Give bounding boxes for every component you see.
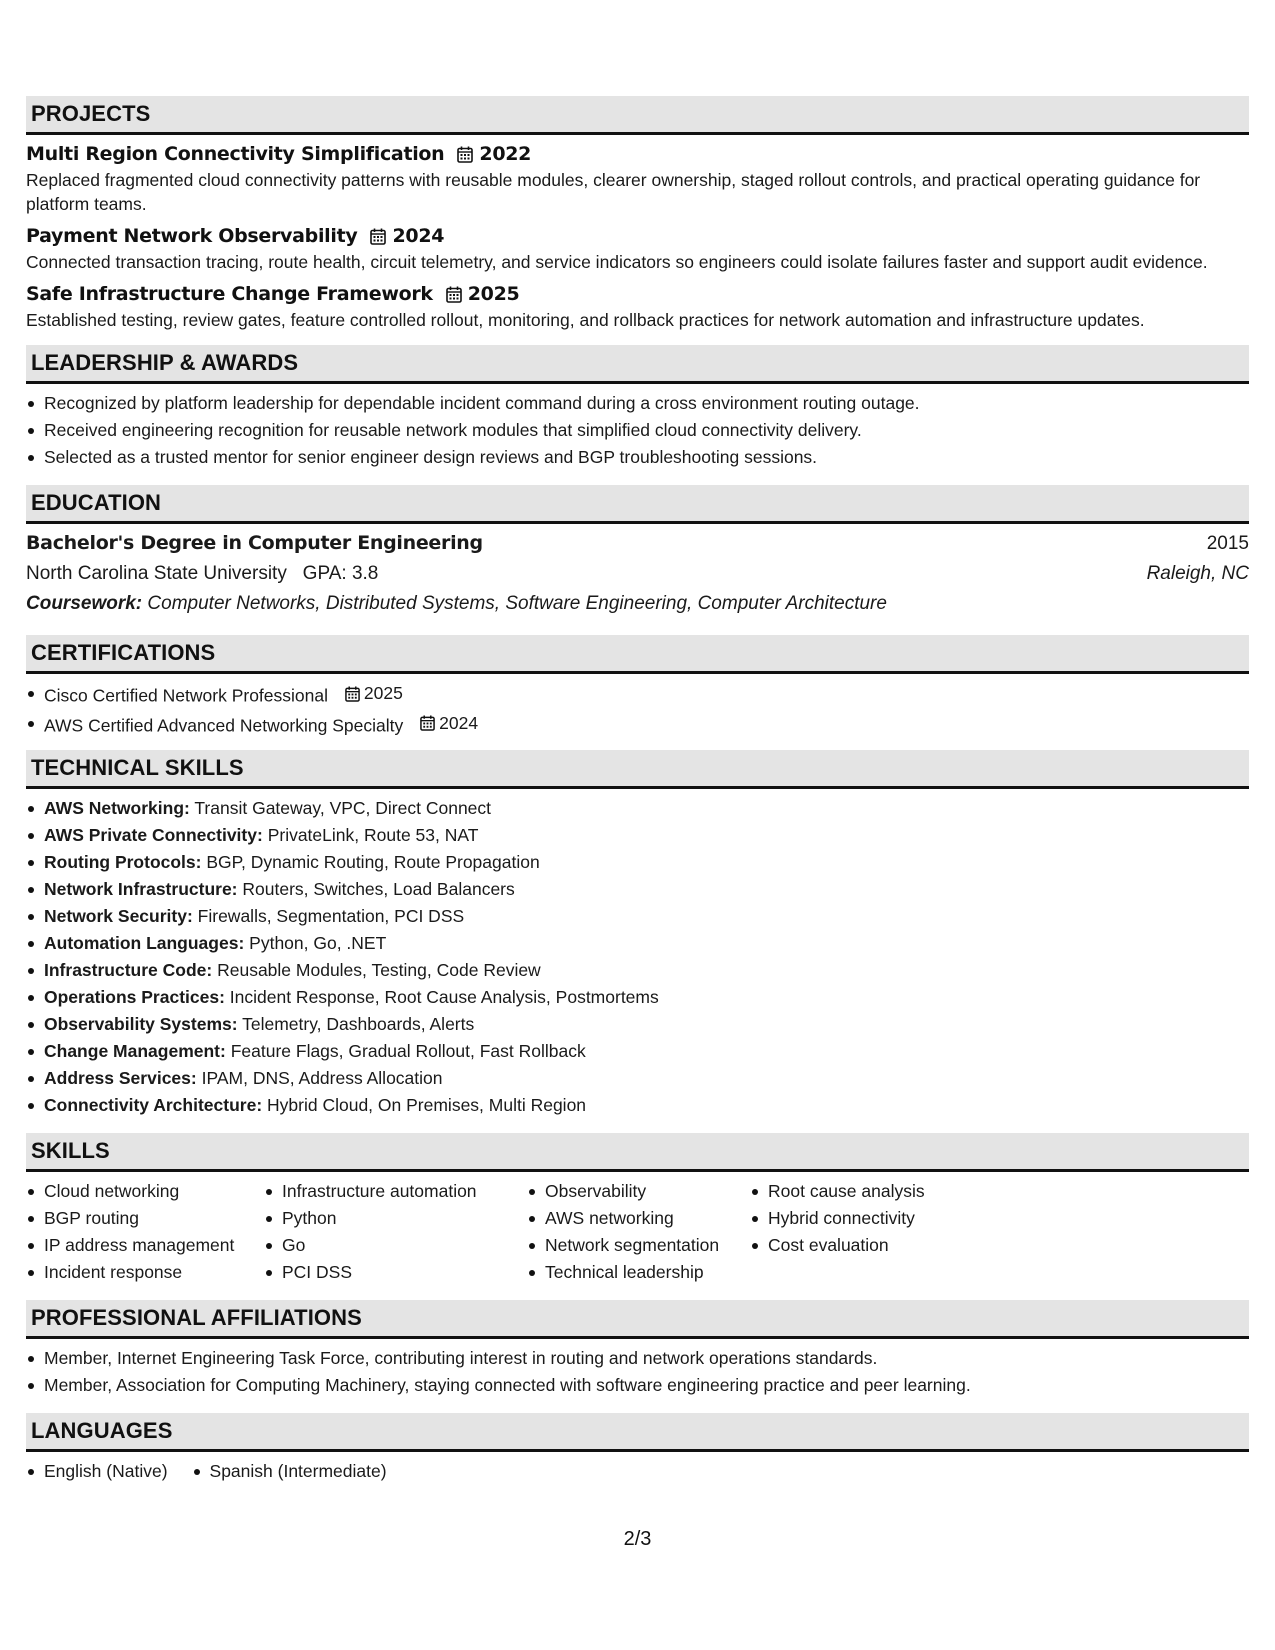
- skill-label: Network Infrastructure:: [44, 879, 238, 899]
- project-item: [26, 140, 1249, 216]
- skill-value: Routers, Switches, Load Balancers: [242, 879, 515, 899]
- coursework-list: Computer Networks, Distributed Systems, Software Engineering, Computer Architecture: [147, 593, 887, 614]
- skill-label: Infrastructure Code:: [44, 960, 213, 980]
- skill-item: [26, 1065, 1249, 1092]
- project-description: Replaced fragmented cloud connectivity patterns with reusable modules, clearer ownership, staged rollout controls, and practical operating guidance for platform teams.: [26, 170, 1201, 214]
- skill-item: [26, 876, 1249, 903]
- skills-section: [26, 1172, 1249, 1286]
- school-name: North Carolina State University: [26, 563, 287, 584]
- skill-value: BGP, Dynamic Routing, Route Propagation: [206, 852, 540, 872]
- coursework-label: Coursework:: [26, 593, 143, 614]
- certifications-section: [26, 674, 1249, 739]
- languages-heading: LANGUAGES: [26, 1413, 1249, 1452]
- project-item: [26, 280, 1249, 332]
- list-item: Member, Association for Computing Machinery, staying connected with software engineering practice and peer learning.: [26, 1372, 1249, 1399]
- project-title: Safe Infrastructure Change Framework: [26, 283, 433, 305]
- skill-label: Address Services:: [44, 1068, 197, 1088]
- list-item: Technical leadership: [527, 1259, 750, 1286]
- list-item: Incident response: [26, 1259, 264, 1286]
- skill-label: Network Security:: [44, 906, 193, 926]
- list-item: Selected as a trusted mentor for senior engineer design reviews and BGP troubleshooting sessions.: [26, 444, 1249, 471]
- calendar-icon: [420, 715, 435, 731]
- list-item: Recognized by platform leadership for dependable incident command during a cross environment routing outage.: [26, 390, 1249, 417]
- gpa: GPA: 3.8: [302, 563, 379, 584]
- certification-item: [26, 710, 1249, 740]
- list-item: Infrastructure automation: [264, 1178, 527, 1205]
- project-title: Multi Region Connectivity Simplification: [26, 143, 445, 165]
- calendar-icon: [446, 286, 462, 303]
- skill-item: [26, 1011, 1249, 1038]
- skill-value: Transit Gateway, VPC, Direct Connect: [194, 798, 492, 818]
- skill-value: Telemetry, Dashboards, Alerts: [242, 1014, 475, 1034]
- list-item: Network segmentation: [527, 1232, 750, 1259]
- certification-item: [26, 680, 1249, 710]
- skill-label: Observability Systems:: [44, 1014, 238, 1034]
- leadership-heading: LEADERSHIP & AWARDS: [26, 345, 1249, 384]
- skill-item: [26, 1092, 1249, 1119]
- list-item: Cost evaluation: [750, 1232, 1010, 1259]
- list-item: AWS networking: [527, 1205, 750, 1232]
- skill-value: Hybrid Cloud, On Premises, Multi Region: [267, 1095, 587, 1115]
- languages-section: [26, 1452, 1249, 1485]
- skills-heading: SKILLS: [26, 1133, 1249, 1172]
- list-item: Root cause analysis: [750, 1178, 1010, 1205]
- projects-heading: PROJECTS: [26, 96, 1249, 135]
- project-item: [26, 222, 1249, 274]
- project-description: Connected transaction tracing, route health, circuit telemetry, and service indicators so engineers could isolate failures faster and support audit evidence.: [26, 252, 1208, 272]
- skill-item: [26, 1038, 1249, 1065]
- calendar-icon: [457, 146, 473, 163]
- list-item: IP address management: [26, 1232, 264, 1259]
- skill-value: Python, Go, .NET: [249, 933, 387, 953]
- language-item: Spanish (Intermediate): [192, 1458, 387, 1485]
- list-item: BGP routing: [26, 1205, 264, 1232]
- project-year: 2025: [467, 283, 520, 305]
- list-item: Hybrid connectivity: [750, 1205, 1010, 1232]
- skill-value: PrivateLink, Route 53, NAT: [267, 825, 479, 845]
- certification-name: Cisco Certified Network Professional: [44, 685, 328, 706]
- skill-value: Firewalls, Segmentation, PCI DSS: [197, 906, 465, 926]
- list-item: Observability: [527, 1178, 750, 1205]
- degree-title: Bachelor's Degree in Computer Engineering: [26, 532, 483, 554]
- project-title: Payment Network Observability: [26, 225, 358, 247]
- skill-item: [26, 822, 1249, 849]
- skill-item: [26, 930, 1249, 957]
- skill-value: Incident Response, Root Cause Analysis, Postmortems: [229, 987, 659, 1007]
- coursework: [26, 589, 1249, 619]
- technical-skills-section: [26, 789, 1249, 1119]
- education-heading: EDUCATION: [26, 485, 1249, 524]
- skill-item: [26, 849, 1249, 876]
- graduation-year: 2015: [1206, 533, 1249, 554]
- affiliations-heading: PROFESSIONAL AFFILIATIONS: [26, 1300, 1249, 1339]
- skill-label: Automation Languages:: [44, 933, 245, 953]
- calendar-icon: [370, 228, 386, 245]
- affiliations-section: [26, 1339, 1249, 1399]
- skill-item: [26, 957, 1249, 984]
- certification-year: 2024: [439, 712, 479, 733]
- skill-label: AWS Networking:: [44, 798, 190, 818]
- skill-item: [26, 795, 1249, 822]
- skill-label: Operations Practices:: [44, 987, 225, 1007]
- language-item: English (Native): [26, 1458, 168, 1485]
- school-location: Raleigh, NC: [1146, 563, 1249, 584]
- certifications-heading: CERTIFICATIONS: [26, 635, 1249, 674]
- skill-value: Feature Flags, Gradual Rollout, Fast Rollback: [230, 1041, 586, 1061]
- list-item: Received engineering recognition for reusable network modules that simplified cloud connectivity delivery.: [26, 417, 1249, 444]
- leadership-section: [26, 384, 1249, 471]
- skill-label: Connectivity Architecture:: [44, 1095, 263, 1115]
- project-year: 2024: [392, 225, 445, 247]
- certification-year: 2025: [363, 683, 403, 703]
- skill-label: AWS Private Connectivity:: [44, 825, 263, 845]
- skill-label: Routing Protocols:: [44, 852, 202, 872]
- education-section: [26, 524, 1249, 619]
- skill-item: [26, 903, 1249, 930]
- calendar-icon: [345, 686, 360, 702]
- skill-value: Reusable Modules, Testing, Code Review: [217, 960, 541, 980]
- list-item: Go: [264, 1232, 527, 1259]
- list-item: PCI DSS: [264, 1259, 527, 1286]
- skill-item: [26, 984, 1249, 1011]
- certification-name: AWS Certified Advanced Networking Specialty: [44, 715, 404, 735]
- list-item: Python: [264, 1205, 527, 1232]
- technical-skills-heading: TECHNICAL SKILLS: [26, 750, 1249, 789]
- project-year: 2022: [479, 143, 532, 165]
- page-number: 2/3: [623, 1528, 652, 1550]
- list-item: Cloud networking: [26, 1178, 264, 1205]
- skill-value: IPAM, DNS, Address Allocation: [201, 1068, 443, 1088]
- skill-label: Change Management:: [44, 1041, 226, 1061]
- project-description: Established testing, review gates, feature controlled rollout, monitoring, and rollback practices for network automation and infrastructure updates.: [26, 310, 1145, 330]
- resume-page: [26, 96, 1249, 1485]
- projects-section: [26, 135, 1249, 332]
- list-item: Member, Internet Engineering Task Force, contributing interest in routing and network operations standards.: [26, 1345, 1249, 1372]
